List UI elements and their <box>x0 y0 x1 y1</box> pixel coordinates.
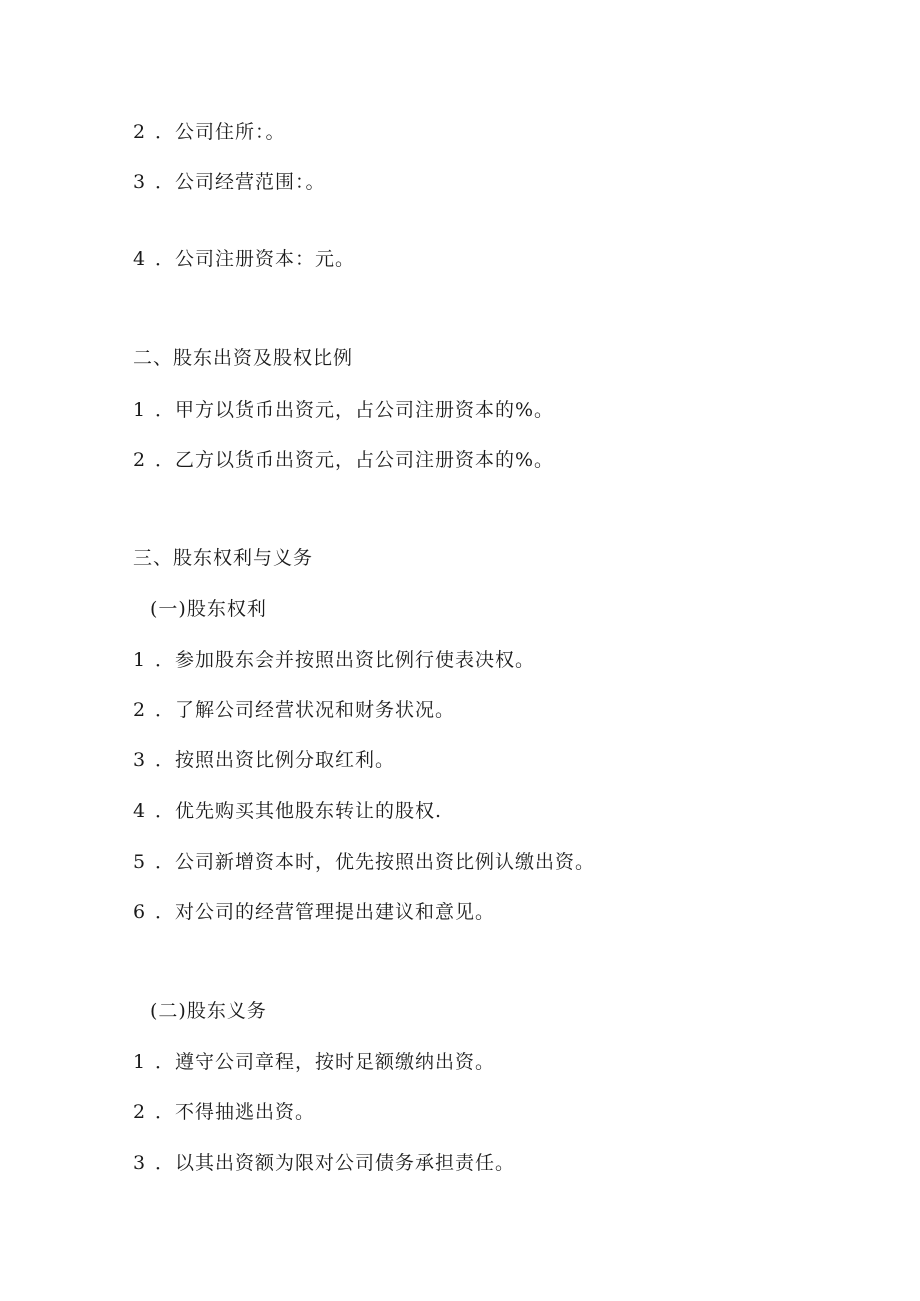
item-number: 2 <box>133 121 147 143</box>
item-text: ．对公司的经营管理提出建议和意见。 <box>155 901 496 923</box>
item-number: 1 <box>133 399 147 421</box>
item-number: 3 <box>133 171 147 193</box>
list-item <box>133 120 286 144</box>
item-text: ．了解公司经营状况和财务状况。 <box>155 699 456 721</box>
item-number: 1 <box>133 1051 147 1073</box>
item-number: 3 <box>133 749 147 771</box>
list-item <box>133 850 595 874</box>
item-text: ．以其出资额为限对公司债务承担责任。 <box>155 1152 516 1174</box>
item-number: 2 <box>133 449 147 471</box>
list-item <box>133 1151 515 1175</box>
item-number: 2 <box>133 699 147 721</box>
list-item <box>133 648 535 672</box>
item-text: ．公司注册资本：元。 <box>155 248 356 270</box>
subsection-heading: (二)股东义务 <box>150 1000 267 1022</box>
list-item <box>133 748 395 772</box>
item-number: 5 <box>133 851 147 873</box>
list-item <box>133 698 455 722</box>
item-number: 1 <box>133 649 147 671</box>
item-number: 4 <box>133 248 147 270</box>
item-text: ．公司新增资本时，优先按照出资比例认缴出资。 <box>155 851 596 873</box>
item-number: 4 <box>133 800 147 822</box>
list-item <box>133 1050 495 1074</box>
list-item <box>133 170 326 194</box>
item-number: 6 <box>133 901 147 923</box>
item-text: ．公司经营范围：。 <box>155 171 326 193</box>
item-text: ．遵守公司章程，按时足额缴纳出资。 <box>155 1051 496 1073</box>
section-heading: 三、股东权利与义务 <box>133 547 314 569</box>
item-text: ．不得抽逃出资。 <box>155 1101 316 1123</box>
item-text: ．乙方以货币出资元，占公司注册资本的%。 <box>155 449 555 471</box>
subsection-heading: (一)股东权利 <box>150 598 267 620</box>
list-item <box>133 398 554 422</box>
item-number: 3 <box>133 1152 147 1174</box>
list-item <box>133 900 495 924</box>
list-item <box>133 1100 315 1124</box>
item-text: ．优先购买其他股东转让的股权. <box>155 800 443 822</box>
section-heading: 二、股东出资及股权比例 <box>133 347 354 369</box>
list-item <box>133 448 554 472</box>
item-text: ．甲方以货币出资元，占公司注册资本的%。 <box>155 399 555 421</box>
item-text: ．按照出资比例分取红利。 <box>155 749 396 771</box>
item-number: 2 <box>133 1101 147 1123</box>
list-item <box>133 247 355 271</box>
item-text: ．参加股东会并按照出资比例行使表决权。 <box>155 649 536 671</box>
item-text: ．公司住所：。 <box>155 121 286 143</box>
list-item <box>133 799 442 823</box>
